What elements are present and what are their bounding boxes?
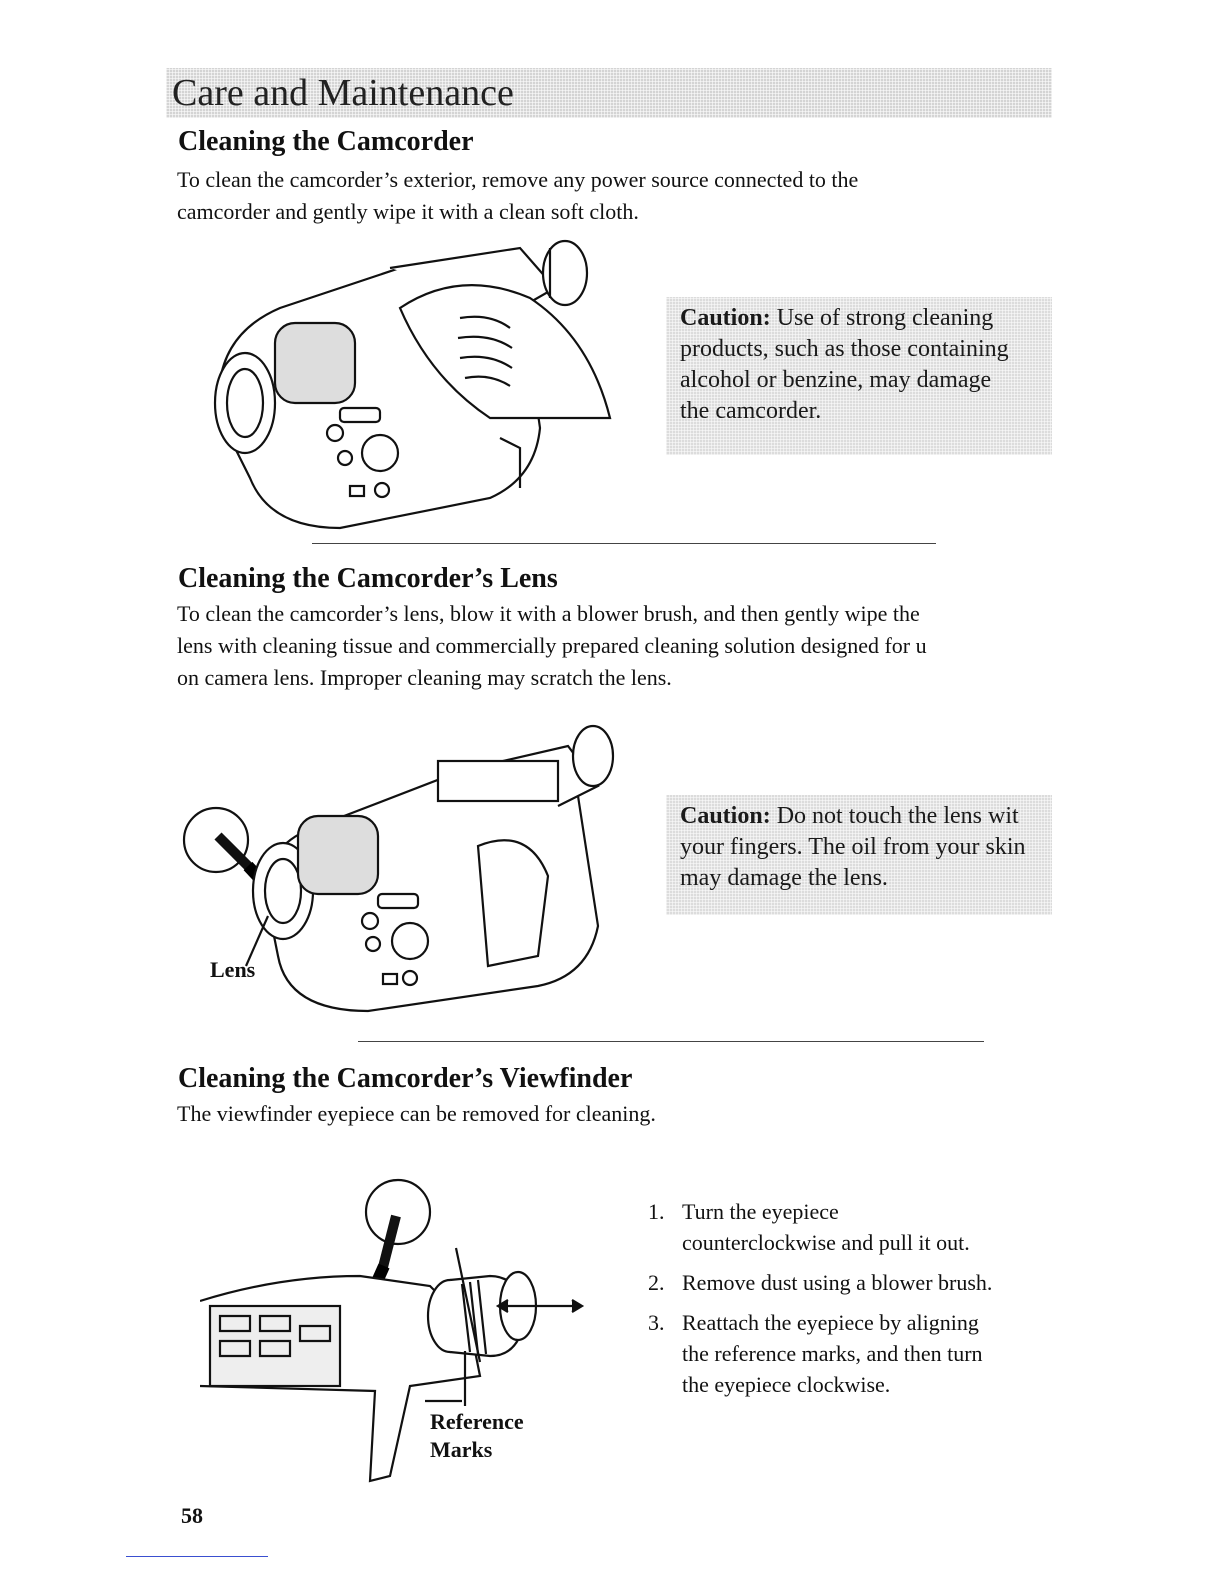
- body-line: lens with cleaning tissue and commercially prepared cleaning solution designed for u: [177, 633, 927, 658]
- viewfinder-cleaning-illustration: [200, 1176, 600, 1491]
- step-item: [648, 1307, 992, 1400]
- banner-title: Care and Maintenance: [172, 72, 514, 114]
- caution-box: [666, 795, 1052, 915]
- step-number: 1.: [648, 1199, 665, 1224]
- step-line: the eyepiece clockwise.: [682, 1372, 891, 1397]
- caution-label: Caution:: [680, 803, 771, 829]
- step-item: [648, 1267, 992, 1298]
- caution-line: Use of strong cleaning: [770, 305, 994, 331]
- caution-line: may damage the lens.: [680, 865, 888, 891]
- caution-line: products, such as those containing: [680, 336, 1009, 362]
- reference-marks-label-1: Reference: [430, 1409, 524, 1434]
- body-line: on camera lens. Improper cleaning may scratch the lens.: [177, 665, 672, 690]
- steps-list: [648, 1196, 992, 1409]
- step-item: [648, 1196, 992, 1258]
- caution-line: your fingers. The oil from your skin: [680, 834, 1026, 860]
- heading-cleaning-lens: Cleaning the Camcorder’s Lens: [178, 563, 558, 594]
- step-line: Reattach the eyepiece by aligning: [682, 1310, 979, 1335]
- caution-label: Caution:: [680, 305, 771, 331]
- caution-text: [680, 801, 1026, 894]
- step-line: Remove dust using a blower brush.: [682, 1270, 993, 1295]
- section-divider: [358, 1041, 984, 1042]
- step-line: Turn the eyepiece: [682, 1199, 839, 1224]
- caution-box: [666, 297, 1052, 455]
- reference-marks-label-2: Marks: [430, 1437, 493, 1462]
- lens-label: Lens: [210, 957, 256, 982]
- caution-text: [680, 303, 1009, 427]
- body-line: To clean the camcorder’s exterior, remove any power source connected to the: [177, 167, 859, 192]
- heading-cleaning-camcorder: Cleaning the Camcorder: [178, 126, 474, 157]
- footer-rule: [126, 1556, 268, 1557]
- section-divider: [312, 543, 936, 544]
- body-text: The viewfinder eyepiece can be removed for cleaning.: [177, 1101, 656, 1126]
- step-line: the reference marks, and then turn: [682, 1341, 983, 1366]
- caution-line: the camcorder.: [680, 398, 822, 424]
- camcorder-cleaning-illustration: [190, 228, 630, 536]
- caution-line: alcohol or benzine, may damage: [680, 367, 992, 393]
- body-line: camcorder and gently wipe it with a clean soft cloth.: [177, 199, 639, 224]
- page-number: 58: [181, 1503, 203, 1528]
- heading-cleaning-viewfinder: Cleaning the Camcorder’s Viewfinder: [178, 1063, 633, 1094]
- caution-line: Do not touch the lens wit: [770, 803, 1019, 829]
- body-line: To clean the camcorder’s lens, blow it with a blower brush, and then gently wipe the: [177, 601, 920, 626]
- step-number: 3.: [648, 1310, 665, 1335]
- step-line: counterclockwise and pull it out.: [682, 1230, 970, 1255]
- step-number: 2.: [648, 1270, 665, 1295]
- section-banner: [166, 68, 1052, 118]
